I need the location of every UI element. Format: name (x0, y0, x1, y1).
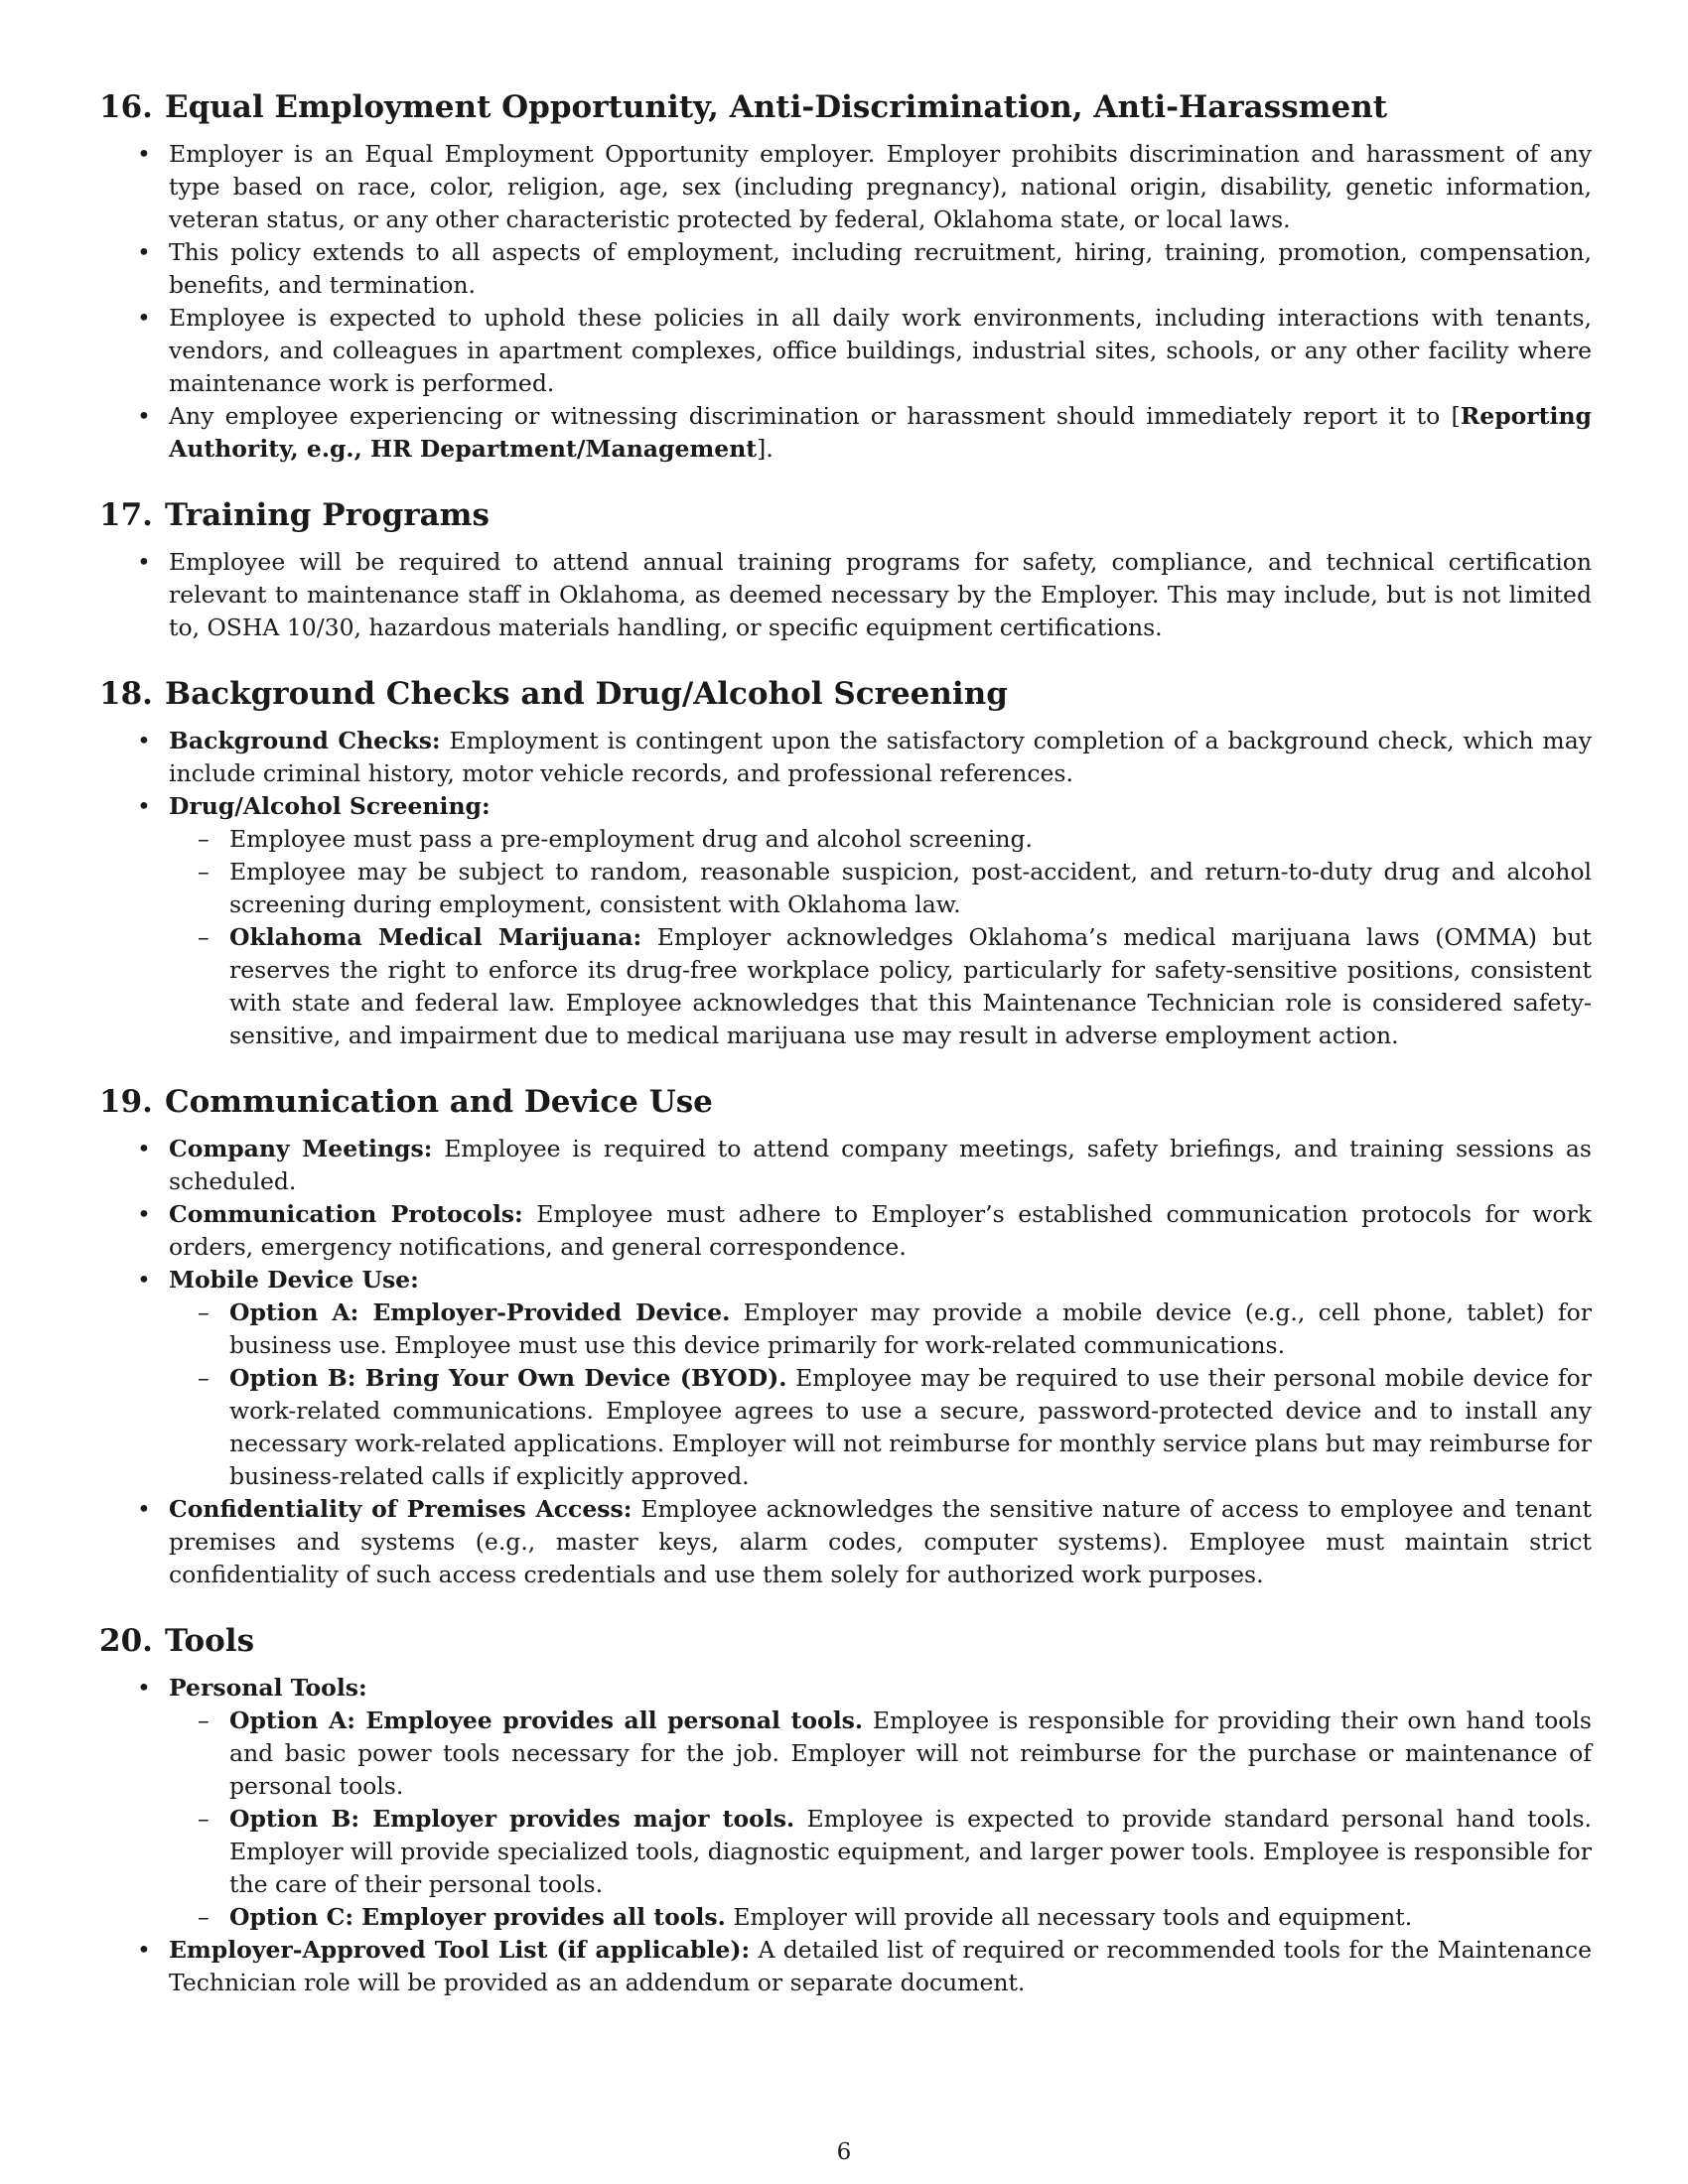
item-label: Option C: Employer provides all tools. (229, 1903, 726, 1931)
list-item (99, 790, 1592, 1052)
sub-list-item (169, 1705, 1592, 1803)
item-text: Employee must adhere to Employer’s established communication protocols for work orders, emergency notifications, and general correspondence. (169, 1200, 1592, 1261)
section-title: Background Checks and Drug/Alcohol Screening (164, 676, 1008, 712)
section-number: 17. (99, 497, 153, 533)
list-item: • Employee will be required to attend annual training programs for safety, compliance, and technical certification relevant to maintenance staff in Oklahoma, as deemed necessary by the Employer. This may include, but is not limited to, OSHA 10/30, hazardous materials handling, or specific equipment certifications. (99, 546, 1592, 644)
list-item (99, 1672, 1592, 1934)
item-label: Confidentiality of Premises Access: (169, 1495, 633, 1523)
list-item (99, 1133, 1592, 1198)
item-text: Employer will provide all necessary tools and equipment. (733, 1903, 1413, 1931)
item-label: Option A: Employer-Provided Device. (229, 1298, 731, 1326)
bullet-list (99, 546, 1592, 644)
item-text: ]. (757, 435, 774, 463)
item-text: Employer may provide a mobile device (e.g., cell phone, tablet) for business use. Employee must use this device primarily for work-related communications. (229, 1298, 1592, 1359)
section-number: 19. (99, 1084, 153, 1120)
item-label: Communication Protocols: (169, 1200, 523, 1228)
section-heading (99, 87, 1592, 127)
item-text: Any employee experiencing or witnessing discrimination or harassment should immediately report it to [ (169, 402, 1461, 430)
section-18 (99, 674, 1592, 1052)
list-item (99, 400, 1592, 466)
list-item: • Employer is an Equal Employment Opportunity employer. Employer prohibits discrimination and harassment of any type based on race, color, religion, age, sex (including pregnancy), national origin, disability, genetic information, veteran status, or any other characteristic protected by federal, Oklahoma state, or local laws. (99, 138, 1592, 236)
item-label: Company Meetings: (169, 1135, 433, 1162)
section-title: Training Programs (164, 497, 490, 533)
item-text: Employee is responsible for providing their own hand tools and basic power tools necessary for the job. Employer will not reimburse for the purchase or maintenance of personal tools. (229, 1706, 1592, 1800)
bullet-list (99, 725, 1592, 1052)
list-item (99, 1198, 1592, 1264)
list-item: • This policy extends to all aspects of employment, including recruitment, hiring, training, promotion, compensation, benefits, and termination. (99, 236, 1592, 302)
item-label: Personal Tools: (169, 1674, 367, 1702)
sub-list-item (169, 921, 1592, 1052)
section-heading (99, 1621, 1592, 1661)
sub-list-item (169, 1803, 1592, 1901)
list-item (99, 725, 1592, 790)
sub-list-item: – Employee must pass a pre-employment drug and alcohol screening. (169, 823, 1592, 856)
item-text: Employee is required to attend company meetings, safety briefings, and training sessions as scheduled. (169, 1135, 1592, 1195)
item-label: Option B: Bring Your Own Device (BYOD). (229, 1364, 787, 1392)
item-label: Drug/Alcohol Screening: (169, 792, 491, 820)
sub-list-item (169, 1362, 1592, 1493)
sub-list-item (169, 1901, 1592, 1934)
sub-list (169, 1705, 1592, 1934)
item-label: Mobile Device Use: (169, 1266, 419, 1294)
section-17 (99, 495, 1592, 644)
sub-list-item (169, 1297, 1592, 1362)
section-19 (99, 1082, 1592, 1591)
section-number: 16. (99, 89, 153, 125)
item-label: Oklahoma Medical Marijuana: (229, 923, 642, 951)
item-text: Employee acknowledges the sensitive nature of access to employee and tenant premises and systems (e.g., master keys, alarm codes, computer systems). Employee must maintain strict confidentiality of such access credentials and use them solely for authorized work purposes. (169, 1495, 1592, 1588)
item-label: Background Checks: (169, 727, 441, 754)
list-item (99, 1264, 1592, 1493)
item-text: Employment is contingent upon the satisfactory completion of a background check, which may include criminal history, motor vehicle records, and professional references. (169, 727, 1592, 787)
document-page (99, 87, 1592, 2029)
section-title: Equal Employment Opportunity, Anti-Discrimination, Anti-Harassment (164, 89, 1388, 125)
section-16 (99, 87, 1592, 466)
list-item (99, 1493, 1592, 1591)
section-heading (99, 674, 1592, 714)
item-label: Employer-Approved Tool List (if applicable): (169, 1936, 751, 1964)
page-number: 6 (836, 2139, 852, 2165)
bullet-list (99, 1133, 1592, 1591)
item-text: A detailed list of required or recommended tools for the Maintenance Technician role will be provided as an addendum or separate document. (169, 1936, 1592, 1996)
item-text: Employer acknowledges Oklahoma’s medical marijuana laws (OMMA) but reserves the right to enforce its drug-free workplace policy, particularly for safety-sensitive positions, consistent with state and federal law. Employee acknowledges that this Maintenance Technician role is considered safety-sensitive, and impairment due to medical marijuana use may result in adverse employment action. (229, 923, 1593, 1049)
sub-list (169, 1297, 1592, 1493)
bullet-list (99, 138, 1592, 466)
list-item: • Employee is expected to uphold these policies in all daily work environments, including interactions with tenants, vendors, and colleagues in apartment complexes, office buildings, industrial sites, schools, or any other facility where maintenance work is performed. (99, 302, 1592, 400)
section-number: 18. (99, 676, 153, 712)
list-item (99, 1934, 1592, 1999)
section-heading (99, 495, 1592, 535)
section-heading (99, 1082, 1592, 1122)
section-number: 20. (99, 1623, 153, 1659)
item-label: Option B: Employer provides major tools. (229, 1805, 795, 1833)
item-label: Option A: Employee provides all personal tools. (229, 1706, 864, 1734)
sub-list-item: – Employee may be subject to random, reasonable suspicion, post-accident, and return-to-duty drug and alcohol screening during employment, consistent with Oklahoma law. (169, 856, 1592, 921)
item-bold-text: Reporting Authority, e.g., HR Department/Management (169, 402, 1592, 463)
section-title: Communication and Device Use (164, 1084, 713, 1120)
section-title: Tools (164, 1623, 255, 1659)
item-text: Employee is expected to provide standard personal hand tools. Employer will provide specialized tools, diagnostic equipment, and larger power tools. Employee is responsible for the care of their personal tools. (229, 1805, 1592, 1898)
bullet-list (99, 1672, 1592, 1999)
sub-list (169, 823, 1592, 1052)
item-text: Employee may be required to use their personal mobile device for work-related communications. Employee agrees to use a secure, password-protected device and to install any necessary work-related applications. Employer will not reimburse for monthly service plans but may reimburse for business-related calls if explicitly approved. (229, 1364, 1592, 1490)
section-20 (99, 1621, 1592, 1999)
